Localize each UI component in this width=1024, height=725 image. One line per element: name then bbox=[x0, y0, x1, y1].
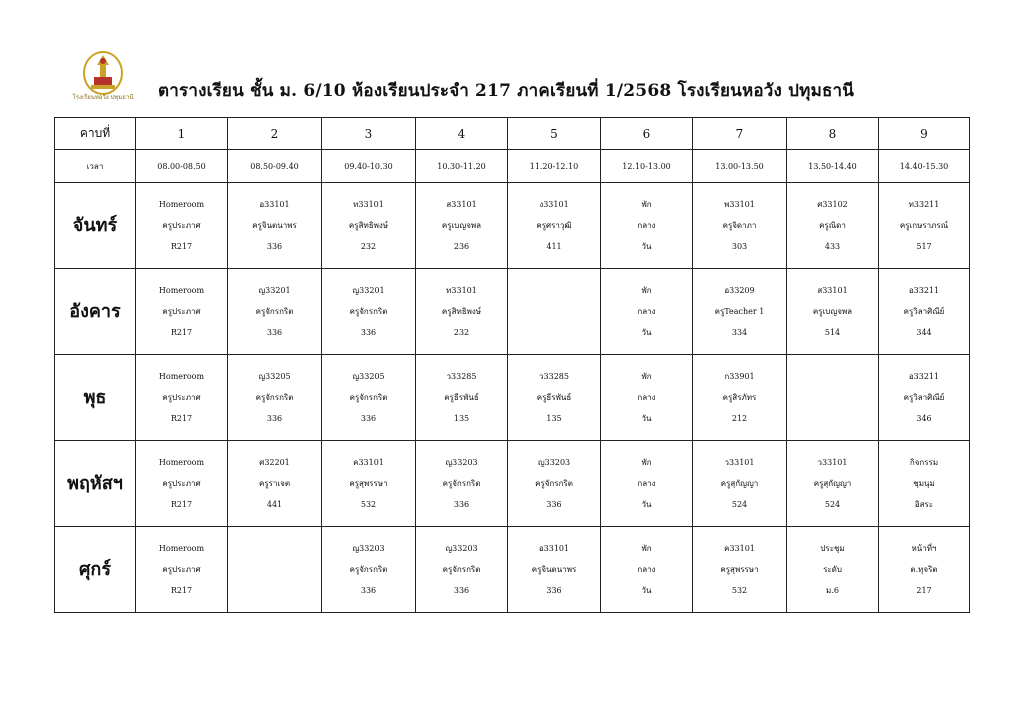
class-cell bbox=[879, 269, 970, 355]
period-number: 4 bbox=[416, 118, 508, 150]
subject-code: ค33101 bbox=[353, 458, 384, 467]
room-number: 212 bbox=[731, 414, 748, 423]
teacher-name: ครูวิลาศิณีย์ bbox=[903, 393, 945, 402]
time-slot: 08.00-08.50 bbox=[136, 150, 228, 183]
period-number: 5 bbox=[508, 118, 601, 150]
time-label: เวลา bbox=[55, 150, 136, 183]
class-cell bbox=[508, 269, 601, 355]
class-cell bbox=[136, 183, 228, 269]
subject-code: ท33101 bbox=[446, 286, 477, 295]
class-cell bbox=[136, 269, 228, 355]
subject-code: ง33101 bbox=[539, 200, 569, 209]
teacher-name: ครูธีรพันธ์ bbox=[444, 393, 479, 402]
class-cell bbox=[136, 527, 228, 613]
teacher-name: ครูเบญจพล bbox=[812, 307, 853, 316]
room-number: 517 bbox=[916, 242, 932, 251]
room-number: 433 bbox=[824, 242, 841, 251]
teacher-name: ครูสิทธิพงษ์ bbox=[348, 221, 389, 230]
class-cell bbox=[601, 269, 693, 355]
room-number: R217 bbox=[170, 586, 193, 595]
room-number: R217 bbox=[170, 242, 193, 251]
teacher-name: กลาง bbox=[637, 393, 656, 402]
class-cell bbox=[601, 355, 693, 441]
class-cell bbox=[787, 355, 879, 441]
teacher-name: ครูสุพรรษา bbox=[349, 479, 388, 488]
class-cell bbox=[879, 441, 970, 527]
day-row bbox=[55, 183, 970, 269]
teacher-name: ครูจักรกริต bbox=[255, 393, 294, 402]
period-number: 6 bbox=[601, 118, 693, 150]
teacher-name: ครูประภาศ bbox=[162, 565, 201, 574]
teacher-name: ครูธีรพันธ์ bbox=[536, 393, 572, 402]
teacher-name: ครูณิดา bbox=[819, 221, 846, 230]
period-label: คาบที่ bbox=[55, 118, 136, 150]
room-number: 336 bbox=[453, 500, 470, 509]
class-cell bbox=[693, 441, 787, 527]
room-number: 532 bbox=[731, 586, 748, 595]
room-number: 336 bbox=[266, 328, 283, 337]
class-cell bbox=[601, 441, 693, 527]
subject-code: ค33101 bbox=[724, 544, 755, 553]
teacher-name: ครูราเจต bbox=[258, 479, 291, 488]
class-cell bbox=[416, 527, 508, 613]
class-cell bbox=[787, 183, 879, 269]
class-cell bbox=[693, 355, 787, 441]
room-number: 524 bbox=[731, 500, 748, 509]
subject-code: ว33101 bbox=[817, 458, 848, 467]
subject-code: Homeroom bbox=[158, 458, 205, 467]
class-cell bbox=[879, 183, 970, 269]
teacher-name: ครูประภาศ bbox=[162, 307, 201, 316]
teacher-name: ครูจักรกริต bbox=[535, 479, 573, 488]
class-cell bbox=[136, 355, 228, 441]
room-number: 336 bbox=[360, 586, 377, 595]
subject-code: พัก bbox=[641, 200, 652, 209]
class-cell bbox=[136, 441, 228, 527]
room-number: 334 bbox=[731, 328, 748, 337]
subject-code: อ33101 bbox=[538, 544, 570, 553]
subject-code: ญ33203 bbox=[352, 544, 385, 553]
time-slot: 12.10-13.00 bbox=[601, 150, 693, 183]
subject-code: ประชุม bbox=[820, 544, 845, 553]
teacher-name: ครูสุกัญญา bbox=[813, 479, 852, 488]
room-number: วัน bbox=[641, 414, 652, 423]
time-slot: 10.30-11.20 bbox=[416, 150, 508, 183]
class-cell bbox=[693, 183, 787, 269]
period-number: 9 bbox=[879, 118, 970, 150]
teacher-name: กลาง bbox=[637, 479, 656, 488]
room-number: 336 bbox=[453, 586, 470, 595]
class-cell bbox=[879, 355, 970, 441]
class-cell bbox=[322, 269, 416, 355]
period-number: 2 bbox=[228, 118, 322, 150]
subject-code: พัก bbox=[641, 286, 652, 295]
day-name: อังคาร bbox=[55, 269, 136, 355]
class-cell bbox=[508, 527, 601, 613]
class-cell bbox=[322, 183, 416, 269]
class-cell bbox=[416, 269, 508, 355]
teacher-name: ครูจักรกริต bbox=[349, 393, 388, 402]
teacher-name: ครูจิดาภา bbox=[722, 221, 757, 230]
period-header-row bbox=[55, 118, 970, 150]
teacher-name: ครูจักรกริต bbox=[349, 307, 388, 316]
room-number: วัน bbox=[641, 328, 652, 337]
subject-code: ท33211 bbox=[908, 200, 940, 209]
day-row bbox=[55, 441, 970, 527]
subject-code: พ33101 bbox=[724, 200, 755, 209]
period-number: 1 bbox=[136, 118, 228, 150]
teacher-name: ชุมนุม bbox=[913, 479, 935, 488]
teacher-name: ครูประภาศ bbox=[162, 393, 201, 402]
subject-code: Homeroom bbox=[158, 372, 205, 381]
class-cell bbox=[508, 355, 601, 441]
subject-code: พัก bbox=[641, 544, 652, 553]
room-number: วัน bbox=[641, 586, 652, 595]
time-slot: 08.50-09.40 bbox=[228, 150, 322, 183]
subject-code: ส33101 bbox=[817, 286, 848, 295]
time-slot: 11.20-12.10 bbox=[508, 150, 601, 183]
subject-code: อ33211 bbox=[908, 286, 940, 295]
class-cell bbox=[228, 355, 322, 441]
room-number: 514 bbox=[824, 328, 841, 337]
subject-code: ญ33203 bbox=[537, 458, 571, 467]
teacher-name: ครูจักรกริต bbox=[349, 565, 388, 574]
room-number: 303 bbox=[731, 242, 748, 251]
subject-code: ญ33203 bbox=[445, 544, 478, 553]
page-title: ตารางเรียน ชั้น ม. 6/10 ห้องเรียนประจำ 217 ภาคเรียนที่ 1/2568 โรงเรียนหอวัง ปทุมธานี bbox=[158, 81, 855, 101]
time-row bbox=[55, 150, 970, 183]
subject-code: ญ33201 bbox=[258, 286, 291, 295]
class-cell bbox=[693, 269, 787, 355]
subject-code: อ33211 bbox=[908, 372, 940, 381]
teacher-name: ต.ทุจริต bbox=[910, 565, 938, 574]
teacher-name: ครูTeacher 1 bbox=[714, 307, 765, 316]
subject-code: ส33101 bbox=[446, 200, 477, 209]
day-name: ศุกร์ bbox=[55, 527, 136, 613]
teacher-name: ครูจักรกริต bbox=[442, 565, 481, 574]
subject-code: ท33101 bbox=[353, 200, 384, 209]
class-cell bbox=[416, 355, 508, 441]
subject-code: พัก bbox=[641, 372, 652, 381]
room-number: 232 bbox=[360, 242, 377, 251]
subject-code: ว33101 bbox=[724, 458, 755, 467]
class-cell bbox=[601, 183, 693, 269]
room-number: วัน bbox=[641, 500, 652, 509]
class-cell bbox=[322, 441, 416, 527]
time-slot: 14.40-15.30 bbox=[879, 150, 970, 183]
timetable bbox=[54, 117, 970, 613]
teacher-name: ครูจินตนาพร bbox=[531, 565, 577, 574]
teacher-name: ครูสิทธิพงษ์ bbox=[441, 307, 482, 316]
class-cell bbox=[787, 441, 879, 527]
class-cell bbox=[228, 269, 322, 355]
room-number: 135 bbox=[546, 414, 562, 423]
room-number: R217 bbox=[170, 414, 193, 423]
period-number: 3 bbox=[322, 118, 416, 150]
class-cell bbox=[416, 441, 508, 527]
room-number: 336 bbox=[360, 414, 377, 423]
subject-code: ญ33205 bbox=[258, 372, 291, 381]
day-name: พฤหัสฯ bbox=[55, 441, 136, 527]
room-number: 346 bbox=[916, 414, 932, 423]
class-cell bbox=[322, 355, 416, 441]
day-row bbox=[55, 355, 970, 441]
class-cell bbox=[322, 527, 416, 613]
teacher-name: กลาง bbox=[637, 565, 656, 574]
room-number: 336 bbox=[546, 500, 562, 509]
teacher-name: ครูจักรกริต bbox=[442, 479, 481, 488]
room-number: อิสระ bbox=[914, 500, 934, 509]
class-cell bbox=[693, 527, 787, 613]
subject-code: กิจกรรม bbox=[909, 458, 939, 467]
subject-code: อ33209 bbox=[724, 286, 755, 295]
period-number: 8 bbox=[787, 118, 879, 150]
time-slot: 13.00-13.50 bbox=[693, 150, 787, 183]
room-number: 232 bbox=[453, 328, 470, 337]
class-cell bbox=[879, 527, 970, 613]
subject-code: ศ33102 bbox=[817, 200, 848, 209]
room-number: ม.6 bbox=[826, 586, 839, 595]
class-cell bbox=[228, 441, 322, 527]
room-number: 344 bbox=[916, 328, 932, 337]
teacher-name: ครูจักรกริต bbox=[255, 307, 294, 316]
teacher-name: ครูวิลาศิณีย์ bbox=[903, 307, 945, 316]
subject-code: พัก bbox=[641, 458, 652, 467]
teacher-name: ครูประภาศ bbox=[162, 479, 201, 488]
subject-code: หน้าที่ฯ bbox=[911, 544, 937, 553]
class-cell bbox=[228, 183, 322, 269]
room-number: 135 bbox=[453, 414, 470, 423]
subject-code: Homeroom bbox=[158, 544, 205, 553]
class-cell bbox=[601, 527, 693, 613]
subject-code: ศ32201 bbox=[259, 458, 290, 467]
teacher-name: ครูเบญจพล bbox=[441, 221, 482, 230]
room-number: 336 bbox=[266, 242, 283, 251]
class-cell bbox=[787, 269, 879, 355]
teacher-name: กลาง bbox=[637, 221, 656, 230]
room-number: 532 bbox=[360, 500, 377, 509]
day-name: พุธ bbox=[55, 355, 136, 441]
day-name: จันทร์ bbox=[55, 183, 136, 269]
subject-code: ว33285 bbox=[446, 372, 477, 381]
room-number: R217 bbox=[170, 500, 193, 509]
room-number: R217 bbox=[170, 328, 193, 337]
teacher-name: ครูเกษราภรณ์ bbox=[899, 221, 949, 230]
room-number: 336 bbox=[360, 328, 377, 337]
room-number: 336 bbox=[546, 586, 562, 595]
teacher-name: ครูจินตนาพร bbox=[252, 221, 297, 230]
subject-code: ก33901 bbox=[724, 372, 755, 381]
period-number: 7 bbox=[693, 118, 787, 150]
subject-code: อ33101 bbox=[259, 200, 290, 209]
subject-code: ญ33203 bbox=[445, 458, 478, 467]
teacher-name: ระดับ bbox=[823, 565, 842, 574]
teacher-name: ครูประภาศ bbox=[162, 221, 201, 230]
class-cell bbox=[508, 183, 601, 269]
room-number: 441 bbox=[266, 500, 283, 509]
class-cell bbox=[787, 527, 879, 613]
class-cell bbox=[508, 441, 601, 527]
room-number: 411 bbox=[546, 242, 562, 251]
room-number: 217 bbox=[916, 586, 932, 595]
subject-code: ญ33205 bbox=[352, 372, 385, 381]
subject-code: Homeroom bbox=[158, 200, 205, 209]
time-slot: 09.40-10.30 bbox=[322, 150, 416, 183]
teacher-name: ครูศราวุฒิ bbox=[536, 221, 572, 230]
room-number: 524 bbox=[824, 500, 841, 509]
class-cell bbox=[416, 183, 508, 269]
teacher-name: กลาง bbox=[637, 307, 656, 316]
teacher-name: ครูสิรภัทร bbox=[722, 393, 757, 402]
time-slot: 13.50-14.40 bbox=[787, 150, 879, 183]
subject-code: ว33285 bbox=[539, 372, 569, 381]
teacher-name: ครูสุกัญญา bbox=[720, 479, 759, 488]
teacher-name: ครูสุพรรษา bbox=[720, 565, 759, 574]
school-logo-text: โรงเรียนหอวัง ปทุมธานี bbox=[72, 94, 134, 101]
room-number: 336 bbox=[266, 414, 283, 423]
class-cell bbox=[228, 527, 322, 613]
day-row bbox=[55, 527, 970, 613]
day-row bbox=[55, 269, 970, 355]
room-number: วัน bbox=[641, 242, 652, 251]
room-number: 236 bbox=[453, 242, 470, 251]
subject-code: Homeroom bbox=[158, 286, 205, 295]
subject-code: ญ33201 bbox=[352, 286, 385, 295]
